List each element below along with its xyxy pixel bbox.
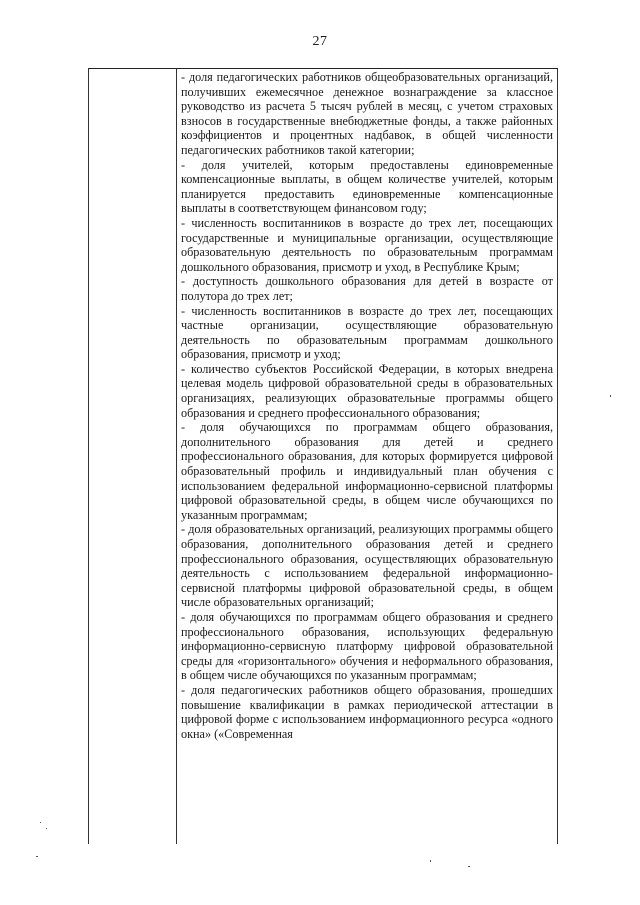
indicator-item: - доля образовательных организаций, реализующих программы общего образования, дополнительного образования детей и среднего профессионального образования, осуществляющих образовательную деятельность с использованием федеральной информационно-сервисной платформы цифровой образовательной среды, в общем числе образовательных организаций; [181, 522, 553, 610]
indicators-table [88, 68, 558, 844]
indicator-item: - доля педагогических работников общего образования, прошедших повышение квалификации в рамках периодической аттестации в цифровой форме с использованием информационного ресурса «одного окна» («Современная [181, 682, 553, 741]
scan-artifact [36, 856, 38, 857]
indicator-item: - численность воспитанников в возрасте до трех лет, посещающих частные организации, осуществляющие образовательную деятельность по образовательным программам дошкольного образования, присмотр и уход; [181, 303, 553, 362]
scan-artifact [430, 860, 431, 862]
indicators-list [181, 70, 553, 741]
scan-artifact [40, 822, 41, 823]
indicator-item: - доля обучающихся по программам общего образования и среднего профессионального образования, использующих федеральную информационно-сервисную платформу цифровой образовательной среды для «горизонтального» обучения и неформального образования, в общем числе обучающихся по указанным программам; [181, 609, 553, 683]
indicator-item: - доступность дошкольного образования для детей в возрасте от полутора до трех лет; [181, 274, 553, 303]
indicator-item: - доля педагогических работников общеобразовательных организаций, получивших ежемесячное денежное вознаграждение за классное руководство из расчета 5 тысяч рублей в месяц, с учетом страховых взносов в государственные внебюджетные фонды, а также районных коэффициентов и процентных надбавок, в общей численности педагогических работников такой категории; [181, 70, 553, 157]
page-number: 27 [312, 34, 328, 49]
indicator-item: - количество субъектов Российской Федерации, в которых внедрена целевая модель цифровой образовательной среды в образовательных организациях, реализующих образовательные программы общего образования и среднего профессионального образования; [181, 361, 553, 420]
scan-artifact [46, 828, 47, 829]
scan-artifact [468, 866, 470, 867]
table-left-column [89, 69, 177, 844]
scan-artifact [610, 395, 611, 397]
indicator-item: - доля обучающихся по программам общего образования, дополнительного образования для детей и среднего профессионального образования, для которых формируется цифровой образовательный профиль и индивидуальный план обучения с использованием федеральной информационно-сервисной платформы цифровой образовательной среды, в общем числе обучающихся по указанным программам; [181, 420, 553, 522]
indicator-item: - численность воспитанников в возрасте до трех лет, посещающих государственные и муниципальные организации, осуществляющие образовательную деятельность по образовательным программам дошкольного образования, присмотр и уход, в Республике Крым; [181, 215, 553, 274]
indicator-item: - доля учителей, которым предоставлены единовременные компенсационные выплаты, в общем количестве учителей, которым планируется предоставить единовременные компенсационные выплаты в соответствующем финансовом году; [181, 157, 553, 216]
